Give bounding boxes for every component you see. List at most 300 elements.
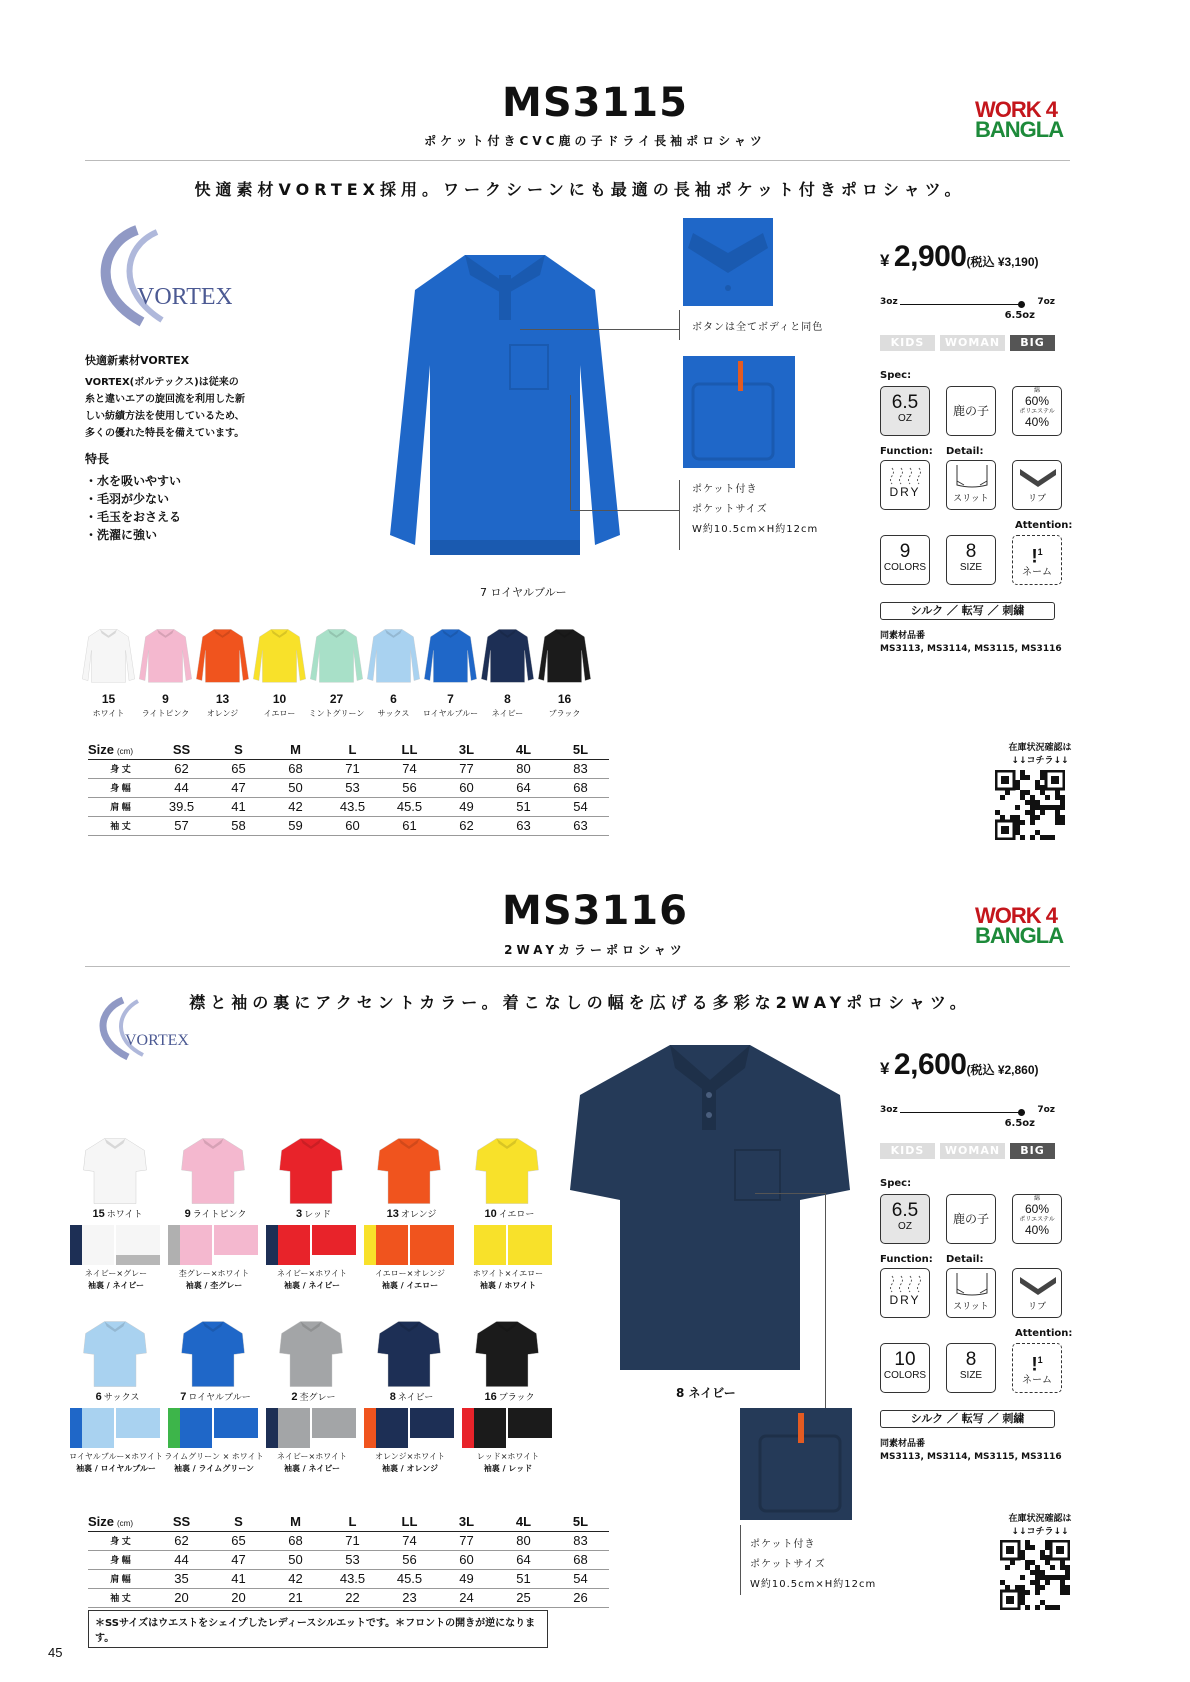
- table-cell: 35: [153, 1569, 210, 1588]
- size-heading: [88, 1512, 153, 1531]
- accent-name: ネイビー×グレー: [84, 1269, 148, 1278]
- size-heading: [88, 740, 153, 759]
- accent-image: [70, 1408, 160, 1448]
- swatch-number: 13: [386, 1208, 399, 1220]
- table-row: [88, 816, 609, 835]
- swatch-name: レッド: [304, 1209, 332, 1219]
- chip-big: BIG: [1010, 1143, 1055, 1159]
- table-cell: 57: [153, 816, 210, 835]
- row-label: 袖 丈: [88, 1588, 153, 1607]
- size-column-header: 3L: [438, 1512, 495, 1531]
- table-cell: 74: [381, 759, 438, 778]
- accent-sleeve: [508, 1225, 552, 1265]
- swatch-number: 3: [295, 1208, 303, 1220]
- table-cell: 45.5: [381, 1569, 438, 1588]
- size-unit: (cm): [117, 1518, 134, 1528]
- swatch-name: イエロー: [263, 709, 296, 718]
- pocket-detail-image: [683, 356, 795, 468]
- table-cell: 60: [438, 1550, 495, 1569]
- vortex-logo: [88, 995, 198, 1065]
- accent-sleeve: [116, 1225, 160, 1265]
- table-cell: 64: [495, 778, 552, 797]
- accent-image: [266, 1408, 356, 1448]
- swatch-image: [178, 1135, 248, 1205]
- attention-label: Attention:: [1015, 520, 1073, 531]
- size-column-header: L: [324, 1512, 381, 1531]
- stock-note: 在庫状況確認は ↓↓コチラ↓↓: [1008, 1514, 1072, 1537]
- swatch-number: 8: [389, 1391, 396, 1403]
- swatch-name: ホワイト: [92, 709, 125, 718]
- table-cell: 74: [381, 1531, 438, 1550]
- swatch-name: ブラック: [498, 1392, 535, 1402]
- accent-collar: [462, 1408, 506, 1448]
- spec-label: Spec:: [880, 1178, 912, 1189]
- table-row: [88, 797, 609, 816]
- accent-collar: [364, 1408, 408, 1448]
- swatch-label: [168, 1390, 263, 1403]
- swatch-name: ロイヤルブルー: [188, 1392, 251, 1402]
- accent-image: [462, 1408, 552, 1448]
- swatch-image: [365, 620, 422, 690]
- swatch-number: 8: [504, 692, 511, 706]
- spec-label: Spec:: [880, 370, 912, 381]
- size-column-header: 5L: [552, 1512, 609, 1531]
- oz-scale: 3oz 7oz 6.5oz: [880, 297, 1055, 321]
- table-cell: 47: [210, 1550, 267, 1569]
- same-material: 同素材品番 MS3113, MS3114, MS3115, MS3116: [880, 1439, 1062, 1462]
- blend-box: 綿 60% ポリエステル 40%: [1012, 1194, 1062, 1244]
- accent-collar: [168, 1225, 212, 1265]
- size-column-header: S: [210, 740, 267, 759]
- table-row: [88, 1588, 609, 1607]
- swatch-name: 杢グレー: [299, 1392, 336, 1402]
- qr-code[interactable]: [995, 770, 1065, 840]
- pocket-callout: ポケット付き ポケットサイズ W約10.5cm×H約12cm: [692, 484, 819, 535]
- accent-sleeve: [410, 1408, 454, 1448]
- callout-line: [755, 1193, 825, 1194]
- swatch-image: [479, 620, 536, 690]
- same-material: 同素材品番 MS3113, MS3114, MS3115, MS3116: [880, 631, 1062, 654]
- swatch-label: [364, 1207, 459, 1220]
- size-column-header: LL: [381, 1512, 438, 1531]
- table-cell: 83: [552, 1531, 609, 1550]
- name-label-box: !$^1$ ネーム: [1012, 1343, 1062, 1393]
- size-heading-text: Size: [88, 1513, 115, 1529]
- swatch-name: オレンジ: [206, 709, 239, 718]
- table-cell: 24: [438, 1588, 495, 1607]
- callout-line: [520, 329, 680, 330]
- swatch-name: オレンジ: [400, 1209, 437, 1219]
- swatch-name: ライトピンク: [192, 1209, 247, 1219]
- accent-name: オレンジ×ホワイト: [374, 1452, 446, 1461]
- features-list: ・水を吸いやすい ・毛羽が少ない ・毛玉をおさえる ・洗濯に強い: [85, 474, 182, 542]
- accent-sleeve-name: 袖裏 / イエロー: [381, 1281, 439, 1290]
- slit-icon: [952, 1271, 992, 1299]
- accent-name: レッド×ホワイト: [476, 1452, 540, 1461]
- accent-name: ホワイト×イエロー: [472, 1269, 544, 1278]
- row-label: 肩 幅: [88, 1569, 153, 1588]
- swatch-image: [80, 1318, 150, 1388]
- callout-line: [825, 1193, 826, 1408]
- fabric-box: 鹿の子: [946, 386, 996, 436]
- vortex-description: VORTEX(ボルテックス)は従来の 糸と違いエアの旋回流を利用した新 しい紡績方法を使用しているため、 多くの優れた特長を備えています。: [85, 377, 245, 439]
- main-product-image: [380, 245, 630, 585]
- table-cell: 71: [324, 759, 381, 778]
- table-cell: 23: [381, 1588, 438, 1607]
- accent-collar: [70, 1408, 114, 1448]
- model-subtitle: 2WAYカラーポロシャツ: [504, 943, 686, 957]
- chip-kids: KIDS: [880, 335, 935, 351]
- size-column-header: LL: [381, 740, 438, 759]
- swatch-image: [251, 620, 308, 690]
- table-cell: 77: [438, 1531, 495, 1550]
- table-cell: 43.5: [324, 797, 381, 816]
- table-cell: 45.5: [381, 797, 438, 816]
- row-label: 身 丈: [88, 1531, 153, 1550]
- dry-icon: [886, 1273, 926, 1293]
- swatch-number: 7: [180, 1391, 187, 1403]
- print-process: シルク ／ 転写 ／ 刺繍: [880, 1410, 1055, 1428]
- swatch-number: 15: [101, 692, 116, 706]
- table-cell: 44: [153, 1550, 210, 1569]
- table-cell: 42: [267, 797, 324, 816]
- table-cell: 65: [210, 759, 267, 778]
- accent-sleeve: [214, 1408, 258, 1448]
- swatch-image: [472, 1318, 542, 1388]
- name-label-box: !$^1$ ネーム: [1012, 535, 1062, 585]
- table-cell: 44: [153, 778, 210, 797]
- print-process: シルク ／ 転写 ／ 刺繍: [880, 602, 1055, 620]
- table-cell: 50: [267, 1550, 324, 1569]
- table-row: [88, 1569, 609, 1588]
- accent-sleeve: [312, 1225, 356, 1265]
- color-swatches: [80, 620, 620, 730]
- accent-image: [70, 1225, 160, 1265]
- row-label: 身 丈: [88, 759, 153, 778]
- accent-name: 杢グレー×ホワイト: [178, 1269, 250, 1278]
- swatch-image: [422, 620, 479, 690]
- price: ¥ 2,600(税込 ¥2,860): [880, 1048, 1039, 1081]
- accent-sleeve-name: 袖裏 / レッド: [483, 1464, 533, 1473]
- accent-name: ロイヤルブルー×ホワイト: [69, 1452, 163, 1461]
- swatch-image: [276, 1318, 346, 1388]
- rib-icon: [1018, 463, 1058, 491]
- table-cell: 20: [153, 1588, 210, 1607]
- slit-box: スリット: [946, 460, 996, 510]
- table-cell: 80: [495, 759, 552, 778]
- swatch-number: 9: [162, 692, 169, 706]
- swatch-name: ブラック: [548, 709, 581, 718]
- rib-icon: [1018, 1271, 1058, 1299]
- function-label: Function:: [880, 1254, 933, 1265]
- accent-name: ネイビー×ホワイト: [277, 1269, 347, 1278]
- swatch-name: ライトピンク: [141, 709, 190, 718]
- accent-sleeve-name: 袖裏 / ネイビー: [283, 1281, 340, 1290]
- table-cell: 49: [438, 797, 495, 816]
- table-cell: 53: [324, 778, 381, 797]
- table-cell: 61: [381, 816, 438, 835]
- chip-woman: WOMAN: [940, 1143, 1005, 1159]
- divider: [85, 160, 1070, 161]
- model-title: MS3115: [502, 80, 688, 126]
- vortex-logo: [82, 222, 232, 332]
- sizes-box: 8 SIZE: [946, 1343, 996, 1393]
- swatch-number: 6: [95, 1391, 102, 1403]
- table-cell: 80: [495, 1531, 552, 1550]
- swatch-name: サックス: [103, 1392, 140, 1402]
- table-cell: 41: [210, 1569, 267, 1588]
- main-product-image: [560, 1040, 860, 1380]
- table-cell: 71: [324, 1531, 381, 1550]
- table-cell: 26: [552, 1588, 609, 1607]
- swatch-image: [308, 620, 365, 690]
- table-cell: 50: [267, 778, 324, 797]
- accent-sleeve-name: 袖裏 / 杢グレー: [185, 1281, 243, 1290]
- callout-line: [679, 480, 680, 550]
- accent-image: [364, 1225, 454, 1265]
- svg-text:VORTEX: VORTEX: [137, 284, 232, 310]
- table-cell: 43.5: [324, 1569, 381, 1588]
- table-cell: 49: [438, 1569, 495, 1588]
- swatch-image: [80, 620, 137, 690]
- chip-kids: KIDS: [880, 1143, 935, 1159]
- detail-label: Detail:: [946, 446, 984, 457]
- callout-line: [570, 510, 680, 511]
- swatch-image: [374, 1135, 444, 1205]
- vortex-title: 快適新素材VORTEX: [85, 354, 190, 367]
- dry-icon: [886, 465, 926, 485]
- rib-box: リブ: [1012, 1268, 1062, 1318]
- accent-sleeve-name: 袖裏 / ロイヤルブルー: [76, 1464, 156, 1473]
- swatch-number: 27: [329, 692, 344, 706]
- swatch-label: [70, 1207, 165, 1220]
- accent-image: [168, 1408, 258, 1448]
- swatch-label: [364, 1390, 459, 1403]
- colors-box: 10 COLORS: [880, 1343, 930, 1393]
- svg-text:VORTEX: VORTEX: [125, 1032, 189, 1049]
- swatch-label: [462, 1207, 557, 1220]
- size-column-header: SS: [153, 1512, 210, 1531]
- table-cell: 68: [267, 1531, 324, 1550]
- swatch-number: 15: [92, 1208, 105, 1220]
- brand-logo: WORK 4 BANGLA: [975, 97, 1064, 142]
- brand-logo: WORK 4 BANGLA: [975, 903, 1064, 948]
- table-cell: 54: [552, 797, 609, 816]
- size-column-header: 3L: [438, 740, 495, 759]
- main-caption: 8 ネイビー: [676, 1386, 736, 1400]
- table-cell: 25: [495, 1588, 552, 1607]
- row-label: 身 幅: [88, 778, 153, 797]
- swatch-label: [266, 1390, 361, 1403]
- swatch-image: [472, 1135, 542, 1205]
- sizes-box: 8 SIZE: [946, 535, 996, 585]
- table-cell: 60: [324, 816, 381, 835]
- table-cell: 54: [552, 1569, 609, 1588]
- table-row: [88, 1531, 609, 1550]
- accent-collar: [462, 1225, 506, 1265]
- table-cell: 68: [552, 778, 609, 797]
- accent-collar: [364, 1225, 408, 1265]
- accent-name: ライムグリーン × ホワイト: [164, 1452, 264, 1461]
- model-title: MS3116: [502, 888, 688, 934]
- size-range-chips: [880, 335, 1055, 353]
- swatch-name: ネイビー: [397, 1392, 434, 1402]
- accent-sleeve: [508, 1408, 552, 1448]
- accent-image: [168, 1225, 258, 1265]
- main-caption: 7 ロイヤルブルー: [480, 586, 567, 599]
- accent-collar: [70, 1225, 114, 1265]
- table-cell: 51: [495, 1569, 552, 1588]
- accent-name: イエロー×オレンジ: [375, 1269, 445, 1278]
- lead-copy: 快適素材VORTEX採用。ワークシーンにも最適の長袖ポケット付きポロシャツ。: [194, 180, 966, 199]
- swatch-image: [276, 1135, 346, 1205]
- table-cell: 53: [324, 1550, 381, 1569]
- divider: [85, 966, 1070, 967]
- function-label: Function:: [880, 446, 933, 457]
- chip-big: BIG: [1010, 335, 1055, 351]
- swatch-number: 16: [484, 1391, 497, 1403]
- accent-image: [266, 1225, 356, 1265]
- swatch-image: [178, 1318, 248, 1388]
- size-column-header: 4L: [495, 740, 552, 759]
- table-cell: 47: [210, 778, 267, 797]
- table-cell: 56: [381, 778, 438, 797]
- table-cell: 62: [438, 816, 495, 835]
- size-column-header: M: [267, 740, 324, 759]
- swatch-name: イエロー: [498, 1209, 535, 1219]
- model-subtitle: ポケット付きCVC鹿の子ドライ長袖ポロシャツ: [424, 134, 766, 148]
- accent-sleeve: [312, 1408, 356, 1448]
- attention-label: Attention:: [1015, 1328, 1073, 1339]
- size-column-header: S: [210, 1512, 267, 1531]
- swatch-label: [70, 1390, 165, 1403]
- stock-note: 在庫状況確認は ↓↓コチラ↓↓: [1008, 743, 1072, 766]
- oz-box: 6.5 OZ: [880, 1194, 930, 1244]
- accent-sleeve-name: 袖裏 / ライムグリーン: [173, 1464, 255, 1473]
- size-column-header: 4L: [495, 1512, 552, 1531]
- accent-image: [462, 1225, 552, 1265]
- swatch-number: 9: [184, 1208, 191, 1220]
- size-table: [88, 740, 609, 836]
- accent-image: [364, 1408, 454, 1448]
- table-cell: 63: [552, 816, 609, 835]
- swatch-image: [137, 620, 194, 690]
- swatch-number: 2: [291, 1391, 298, 1403]
- dry-box: DRY: [880, 460, 930, 510]
- table-cell: 22: [324, 1588, 381, 1607]
- colors-box: 9 COLORS: [880, 535, 930, 585]
- swatch-name: ロイヤルブルー: [422, 709, 479, 718]
- size-range-chips: [880, 1143, 1055, 1161]
- table-row: [88, 759, 609, 778]
- accent-sleeve-name: 袖裏 / ネイビー: [87, 1281, 144, 1290]
- swatch-number: 16: [557, 692, 572, 706]
- detail-label: Detail:: [946, 1254, 984, 1265]
- table-cell: 63: [495, 816, 552, 835]
- callout-line: [570, 395, 571, 510]
- row-label: 肩 幅: [88, 797, 153, 816]
- size-note: ＊SSサイズはウエストをシェイプしたレディースシルエットです。＊フロントの開きが逆になります。: [88, 1610, 548, 1648]
- callout-line: [740, 1525, 741, 1595]
- swatch-number: 13: [215, 692, 230, 706]
- table-cell: 39.5: [153, 797, 210, 816]
- swatch-label: [462, 1390, 557, 1403]
- table-cell: 56: [381, 1550, 438, 1569]
- swatch-name: ホワイト: [106, 1209, 143, 1219]
- swatch-image: [80, 1135, 150, 1205]
- size-column-header: M: [267, 1512, 324, 1531]
- swatch-number: 10: [272, 692, 287, 706]
- callout-line: [679, 310, 680, 340]
- pocket-detail-image: [740, 1408, 852, 1520]
- table-cell: 62: [153, 759, 210, 778]
- accent-sleeve-name: 袖裏 / ネイビー: [283, 1464, 340, 1473]
- chip-woman: WOMAN: [940, 335, 1005, 351]
- swatch-label: [168, 1207, 263, 1220]
- accent-collar: [266, 1225, 310, 1265]
- table-cell: 21: [267, 1588, 324, 1607]
- swatch-image: [536, 620, 593, 690]
- swatch-image: [374, 1318, 444, 1388]
- table-cell: 42: [267, 1569, 324, 1588]
- size-column-header: 5L: [552, 740, 609, 759]
- table-cell: 64: [495, 1550, 552, 1569]
- fabric-box: 鹿の子: [946, 1194, 996, 1244]
- table-cell: 51: [495, 797, 552, 816]
- swatch-number: 6: [390, 692, 397, 706]
- table-cell: 58: [210, 816, 267, 835]
- accent-sleeve-name: 袖裏 / オレンジ: [381, 1464, 439, 1473]
- row-label: 袖 丈: [88, 816, 153, 835]
- table-row: [88, 778, 609, 797]
- swatch-number: 10: [484, 1208, 497, 1220]
- swatch-name: ネイビー: [491, 709, 524, 718]
- table-cell: 59: [267, 816, 324, 835]
- table-cell: 77: [438, 759, 495, 778]
- dry-box: DRY: [880, 1268, 930, 1318]
- page-number: 45: [48, 1645, 63, 1660]
- swatch-label: [266, 1207, 361, 1220]
- table-cell: 20: [210, 1588, 267, 1607]
- table-cell: 65: [210, 1531, 267, 1550]
- oz-box: 6.5 OZ: [880, 386, 930, 436]
- table-cell: 68: [267, 759, 324, 778]
- accent-sleeve: [410, 1225, 454, 1265]
- table-cell: 62: [153, 1531, 210, 1550]
- color-swatches: [70, 1135, 560, 1310]
- slit-icon: [952, 463, 992, 491]
- rib-box: リブ: [1012, 460, 1062, 510]
- blend-box: 綿 60% ポリエステル 40%: [1012, 386, 1062, 436]
- button-callout: ボタンは全てボディと同色: [692, 322, 824, 333]
- qr-code[interactable]: [1000, 1540, 1070, 1610]
- table-cell: 41: [210, 797, 267, 816]
- lead-copy: 襟と袖の裏にアクセントカラー。着こなしの幅を広げる多彩な2WAYポロシャツ。: [189, 993, 971, 1012]
- accent-sleeve: [214, 1225, 258, 1265]
- size-unit: (cm): [117, 746, 134, 756]
- price: ¥ 2,900(税込 ¥3,190): [880, 240, 1039, 273]
- size-table: [88, 1512, 609, 1608]
- accent-collar: [168, 1408, 212, 1448]
- size-column-header: L: [324, 740, 381, 759]
- features-title: 特長: [85, 452, 110, 466]
- row-label: 身 幅: [88, 1550, 153, 1569]
- oz-scale: 3oz 7oz 6.5oz: [880, 1105, 1055, 1129]
- swatch-image: [194, 620, 251, 690]
- accent-collar: [266, 1408, 310, 1448]
- slit-box: スリット: [946, 1268, 996, 1318]
- pocket-callout: ポケット付き ポケットサイズ W約10.5cm×H約12cm: [750, 1539, 877, 1590]
